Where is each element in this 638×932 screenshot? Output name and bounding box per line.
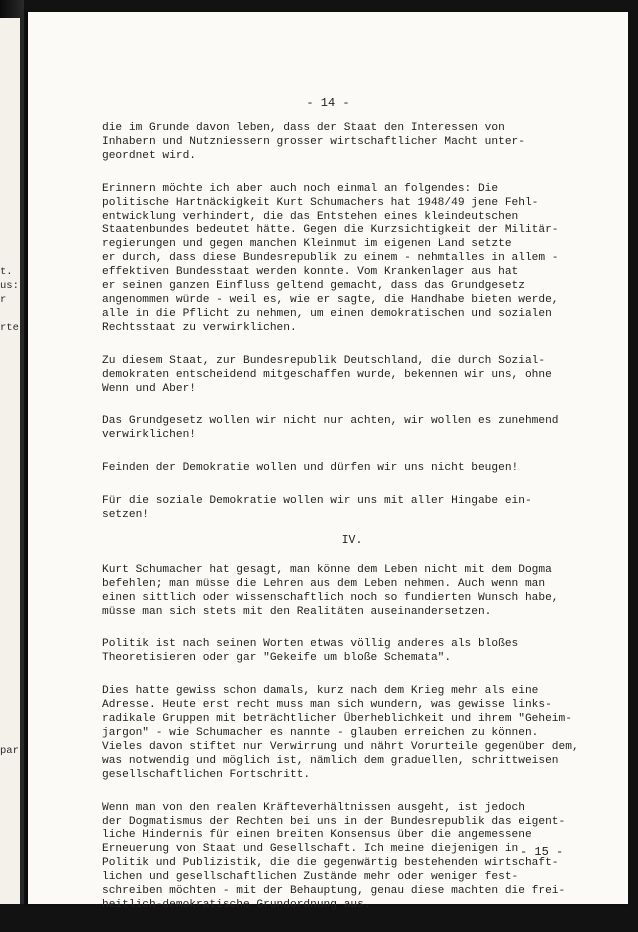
text-line: verwirklichen! (102, 429, 196, 442)
paragraph (102, 355, 602, 397)
section-number: IV. (341, 533, 363, 547)
text-line: entwicklung verhindert, die das Entstehen eines kleindeutschen (102, 210, 519, 223)
text-line: der Dogmatismus der Rechten bei uns in der Bundesrepublik das eigent- (102, 815, 566, 828)
paragraph (102, 685, 602, 782)
text-line: politische Hartnäckigkeit Kurt Schumachers hat 1948/49 jene Fehl- (102, 196, 539, 209)
paragraph (102, 495, 602, 523)
text-line: einen sittlich oder wissenschaftlich noch so fundierten Wunsch habe, (102, 591, 559, 604)
text-line: schreiben möchten - mit der Behauptung, genau diese machten die frei- (102, 885, 566, 898)
text-line: Das Grundgesetz wollen wir nicht nur achten, wir wollen es zunehmend (102, 415, 559, 428)
text-line: Wenn man von den realen Kräfteverhältnissen ausgeht, ist jedoch (102, 801, 525, 814)
document-page (28, 12, 628, 911)
paragraph (102, 122, 602, 164)
text-line: alle in die Pflicht zu nehmen, um einen demokratischen und sozialen (102, 307, 552, 320)
document-body (102, 122, 602, 932)
page-number-header: - 14 - (306, 96, 350, 110)
text-line: Kurt Schumacher hat gesagt, man könne dem Leben nicht mit dem Dogma (102, 563, 552, 576)
text-line: demokraten entscheidend mitgeschaffen wurde, bekennen wir uns, ohne (102, 368, 552, 381)
text-line: geordnet wird. (102, 149, 196, 162)
next-page-number: - 15 - (520, 845, 564, 859)
text-line: liche Hindernis für einen breiten Konsensus über die angemessene (102, 829, 532, 842)
text-line: er durch, dass diese Bundesrepublik zu einem - nehmtalles in allem - (102, 252, 559, 265)
text-line: setzen! (102, 509, 149, 522)
text-line: angenommen würde - weil es, wie er sagte, die Handhabe bieten werde, (102, 293, 559, 306)
text-line: Zu diesem Staat, zur Bundesrepublik Deutschland, die durch Sozial- (102, 354, 546, 367)
text-line: Vieles davon stiftet nur Verwirrung und nährt Vorurteile gegenüber dem, (102, 740, 579, 753)
margin-fragment: r (0, 294, 7, 306)
text-line: Für die soziale Demokratie wollen wir uns mit aller Hingabe ein- (102, 495, 532, 508)
text-line: Erneuerung von Staat und Gesellschaft. Ich meine diejenigen in (102, 843, 519, 856)
paragraph (102, 564, 602, 620)
text-line: Politik und Publizistik, die die gegenwärtig bestehenden wirtschaft- (102, 857, 559, 870)
text-line: Staatenbundes bedeutet hätte. Gegen die Kurzsichtigkeit der Militär- (102, 224, 559, 237)
adjacent-page-strip (0, 18, 20, 904)
section-heading (102, 534, 602, 548)
paragraph (102, 638, 602, 666)
text-line: Adresse. Heute erst recht muss man sich wundern, was gewisse links- (102, 699, 552, 712)
text-line: Rechtsstaat zu verwirklichen. (102, 321, 297, 334)
text-line: radikale Gruppen mit beträchtlicher Überheblichkeit und ihrem "Geheim- (102, 713, 572, 726)
text-line: Politik ist nach seinen Worten etwas völlig anderes als bloßes (102, 638, 519, 651)
text-line: müsse man sich stets mit den Realitäten auseinandersetzen. (102, 605, 492, 618)
text-line: Erinnern möchte ich aber auch noch einmal an folgendes: Die (102, 182, 499, 195)
margin-fragment: rte (0, 322, 19, 334)
margin-fragment: par (0, 745, 19, 757)
paragraph (102, 415, 602, 443)
text-line: Feinden der Demokratie wollen und dürfen wir uns nicht beugen! (102, 462, 519, 475)
paragraph (102, 183, 602, 336)
text-line: Theoretisieren oder gar "Gekeife um bloße Schemata". (102, 652, 452, 665)
paragraph (102, 462, 602, 476)
text-line: Dies hatte gewiss schon damals, kurz nach dem Krieg mehr als eine (102, 685, 539, 698)
text-line: die im Grunde davon leben, dass der Staat den Interessen von (102, 122, 505, 134)
text-line: regierungen und gegen manchen Kleinmut im eigenen Land setzte (102, 238, 512, 251)
text-line: Inhabern und Nutzniessern grosser wirtschaftlicher Macht unter- (102, 135, 525, 148)
text-line: Wenn und Aber! (102, 382, 196, 395)
margin-fragment: us: (0, 280, 19, 292)
text-line: lichen und gesellschaftlichen Zustände mehr oder weniger fest- (102, 871, 519, 884)
text-line: er seinen ganzen Einfluss geltend gemacht, dass das Grundgesetz (102, 280, 525, 293)
text-line: jargon" - wie Schumacher es nannte - glauben erreichen zu können. (102, 727, 539, 739)
text-line: heitlich-demokratische Grundordnung aus. (102, 898, 371, 911)
text-line: effektiven Bundesstaat werden konnte. Vom Krankenlager aus hat (102, 266, 519, 279)
text-line: befehlen; man müsse die Lehren aus dem Leben nehmen. Auch wenn man (102, 577, 546, 590)
text-line: was notwendig und möglich ist, nämlich dem graduellen, schrittweisen (102, 754, 559, 767)
text-line: gesellschaftlichen Fortschritt. (102, 768, 311, 781)
margin-fragment: t. (0, 266, 13, 278)
